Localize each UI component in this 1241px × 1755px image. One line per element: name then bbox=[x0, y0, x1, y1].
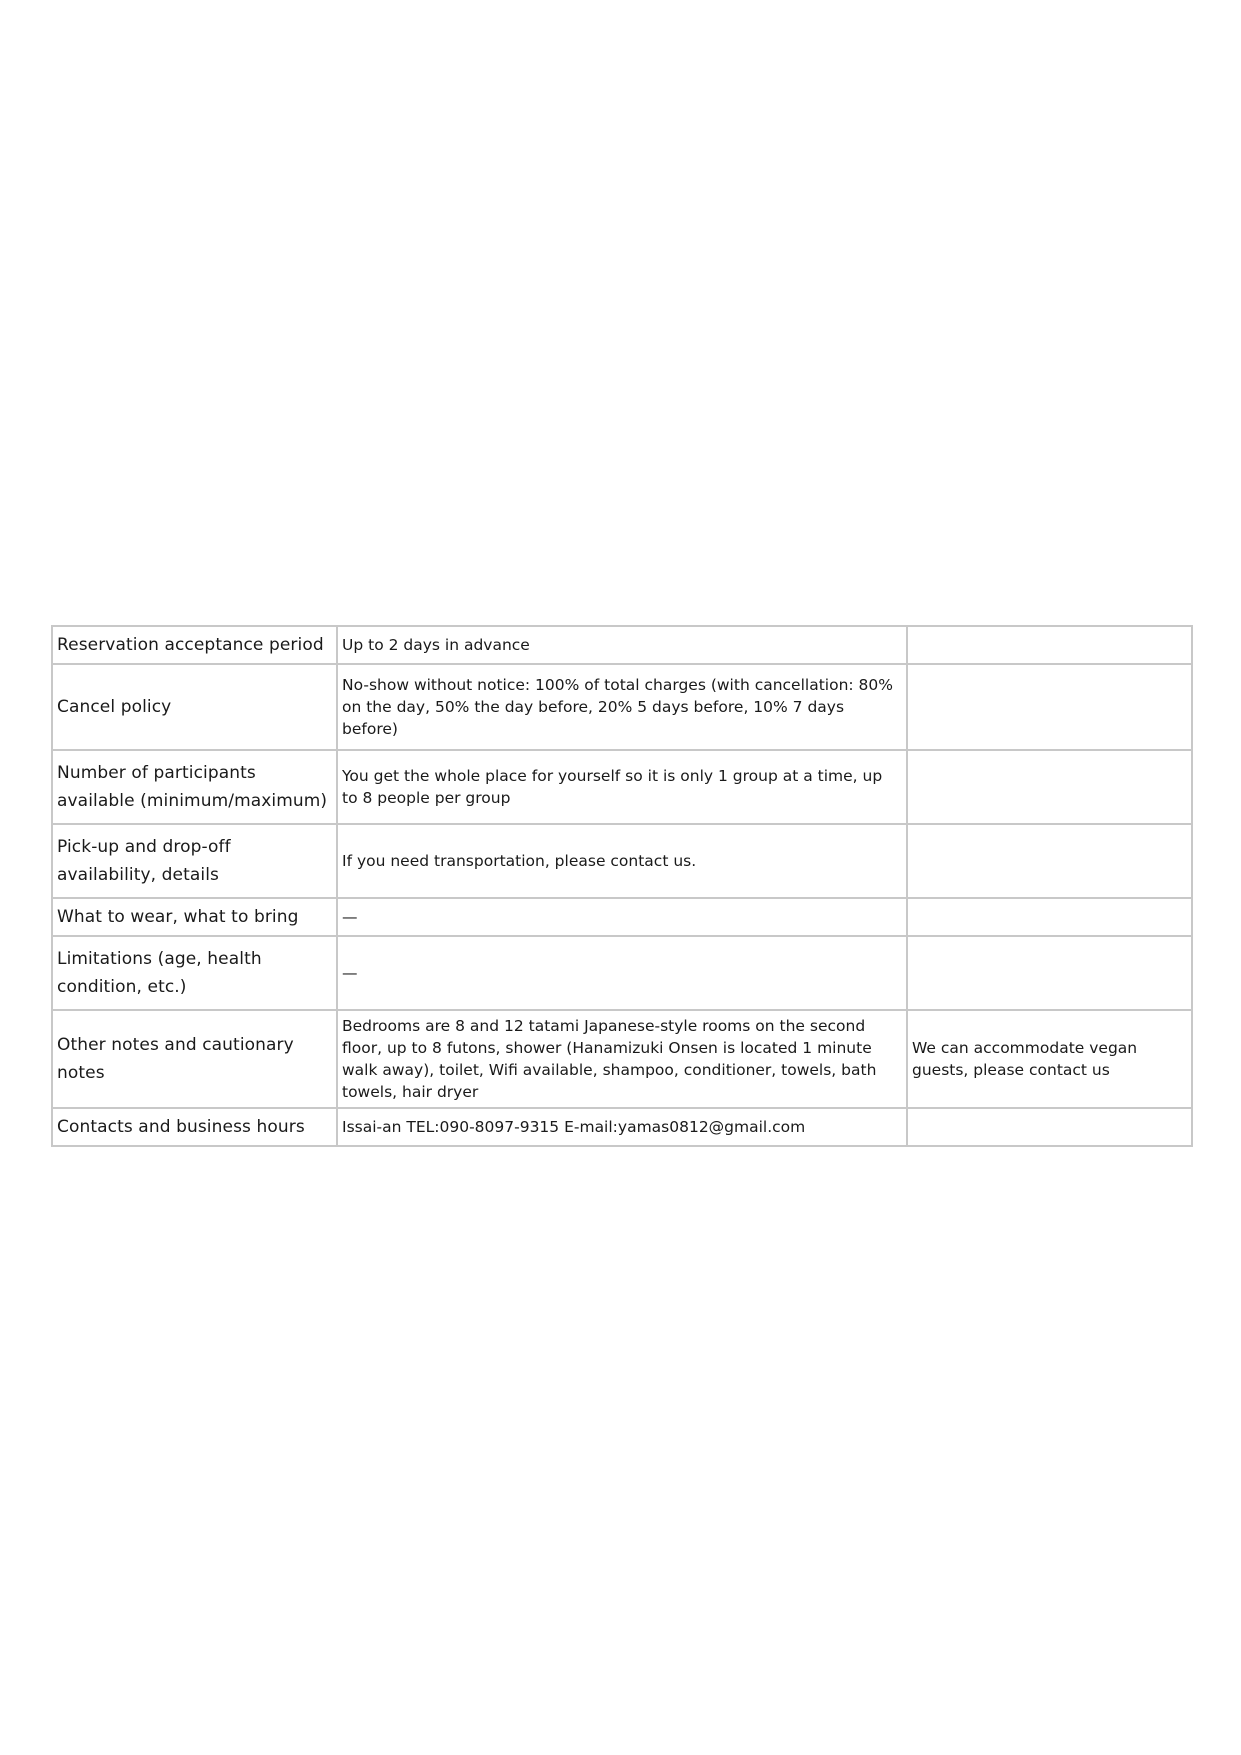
row-note bbox=[907, 936, 1192, 1010]
row-value: If you need transportation, please contact us. bbox=[337, 824, 907, 898]
row-label: Number of participants available (minimum/maximum) bbox=[52, 750, 337, 824]
row-value: No-show without notice: 100% of total charges (with cancellation: 80% on the day, 50% the day before, 20% 5 days before, 10% 7 days before) bbox=[337, 664, 907, 750]
row-value: Bedrooms are 8 and 12 tatami Japanese-style rooms on the second floor, up to 8 futons, shower (Hanamizuki Onsen is located 1 minute walk away), toilet, Wifi available, shampoo, conditioner, towels, bath towels, hair dryer bbox=[337, 1010, 907, 1108]
row-value: Issai-an TEL:090-8097-9315 E-mail:yamas0812@gmail.com bbox=[337, 1108, 907, 1146]
row-note bbox=[907, 664, 1192, 750]
row-note bbox=[907, 898, 1192, 936]
row-note bbox=[907, 626, 1192, 664]
row-label: Limitations (age, health condition, etc.) bbox=[52, 936, 337, 1010]
table-row-other-notes bbox=[52, 1010, 1192, 1108]
row-note bbox=[907, 750, 1192, 824]
row-value: Up to 2 days in advance bbox=[337, 626, 907, 664]
table-row-participants bbox=[52, 750, 1192, 824]
table-row-cancel-policy bbox=[52, 664, 1192, 750]
row-value: — bbox=[337, 936, 907, 1010]
table-row-contacts bbox=[52, 1108, 1192, 1146]
row-value: You get the whole place for yourself so it is only 1 group at a time, up to 8 people per group bbox=[337, 750, 907, 824]
row-label: Cancel policy bbox=[52, 664, 337, 750]
row-note bbox=[907, 1108, 1192, 1146]
info-table bbox=[51, 625, 1193, 1147]
row-label: What to wear, what to bring bbox=[52, 898, 337, 936]
table-row-what-to-wear bbox=[52, 898, 1192, 936]
row-note: We can accommodate vegan guests, please contact us bbox=[907, 1010, 1192, 1108]
row-label: Contacts and business hours bbox=[52, 1108, 337, 1146]
row-note bbox=[907, 824, 1192, 898]
table-row-limitations bbox=[52, 936, 1192, 1010]
row-label: Pick-up and drop-off availability, details bbox=[52, 824, 337, 898]
row-label: Reservation acceptance period bbox=[52, 626, 337, 664]
table-row-reservation-period bbox=[52, 626, 1192, 664]
row-label: Other notes and cautionary notes bbox=[52, 1010, 337, 1108]
table-row-pickup bbox=[52, 824, 1192, 898]
row-value: — bbox=[337, 898, 907, 936]
